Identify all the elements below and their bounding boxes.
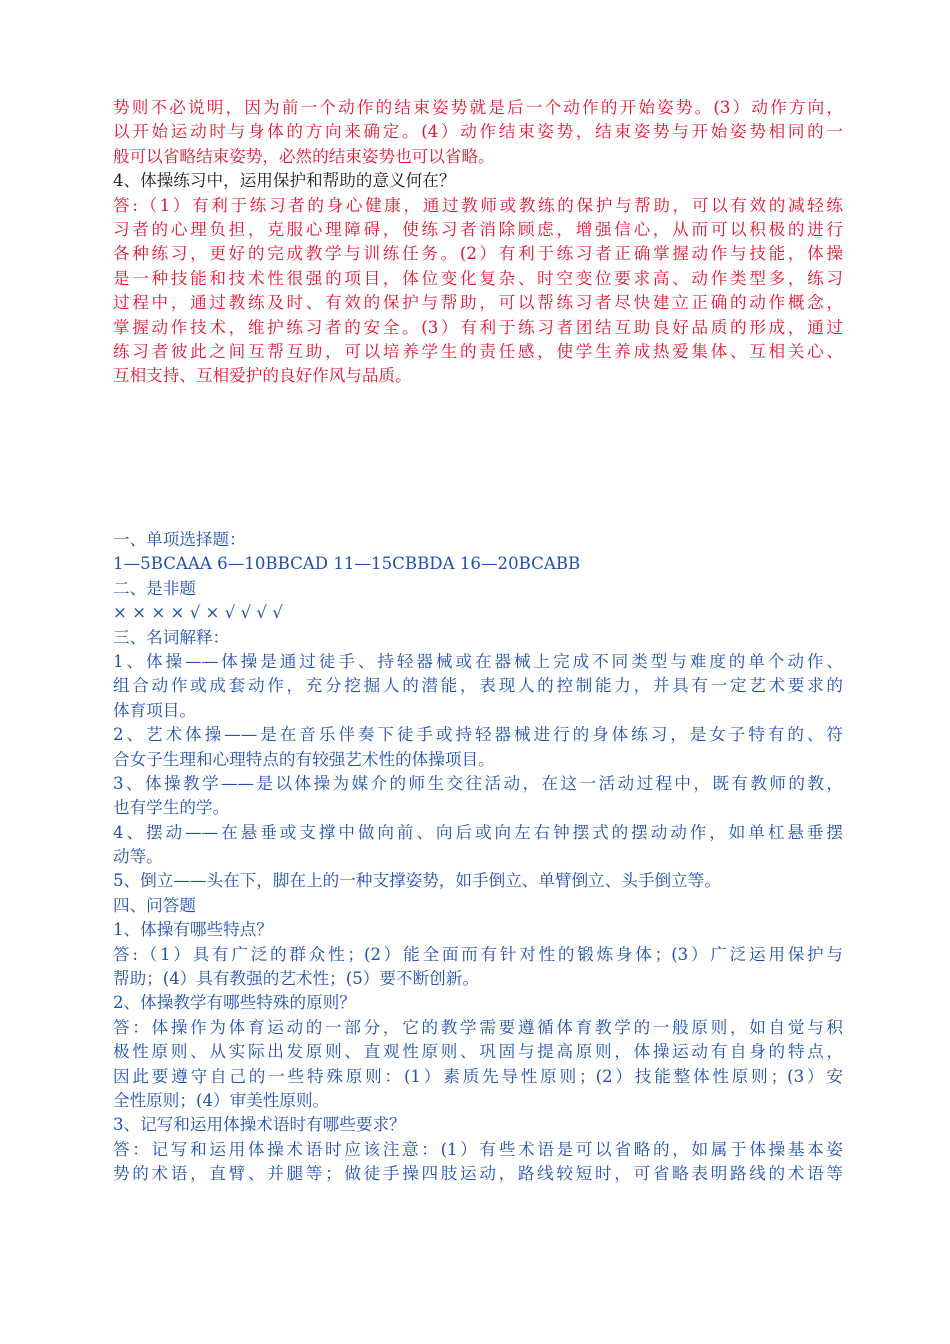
text-line: 也有学生的学。 [113, 798, 230, 818]
text-line: 合女子生理和心理特点的有较强艺术性的体操项目。 [113, 749, 495, 769]
text-line: 答:（1）具有广泛的群众性；(2）能全面而有针对性的锻炼身体；(3）广泛运用保护与 [113, 944, 843, 964]
text-line: 练习者彼此之间互帮互助，可以培养学生的责任感，使学生养成热爱集体、互相关心、 [113, 341, 843, 361]
text-line: 过程中，通过教练及时、有效的保护与帮助，可以帮练习者尽快建立正确的动作概念， [113, 293, 843, 313]
text-line: 极性原则、从实际出发原则、直观性原则、巩固与提高原则，体操运动有自身的特点， [113, 1042, 843, 1062]
answer-section [113, 528, 843, 1187]
text-line: 习者的心理负担，克服心理障碍，使练习者消除顾虑，增强信心，从而可以积极的进行 [113, 219, 843, 239]
text-line: 是一种技能和技术性很强的项目，体位变化复杂、时空变位要求高、动作类型多，练习 [113, 268, 843, 288]
text-line: 般可以省略结束姿势，必然的结束姿势也可以省略。 [113, 146, 495, 166]
question-heading: 2、体操教学有哪些特殊的原则？ [113, 993, 356, 1013]
question-heading: 3、记写和运用体操术语时有哪些要求？ [113, 1115, 406, 1135]
text-line: 答：体操作为体育运动的一部分，它的教学需要遵循体育教学的一般原则，如自觉与积 [113, 1017, 843, 1037]
section-heading: 四、问答题 [113, 895, 196, 915]
text-line: 全性原则；(4）审美性原则。 [113, 1090, 330, 1110]
text-line: 4、摆动——在悬垂或支撑中做向前、向后或向左右钟摆式的摆动动作，如单杠悬垂摆 [113, 822, 843, 842]
true-false-marks: × × × × √ × √ √ √ √ [113, 603, 283, 623]
text-line: 组合动作或成套动作，充分挖掘人的潜能，表现人的控制能力，并具有一定艺术要求的 [113, 676, 843, 696]
text-line: 体育项目。 [113, 700, 196, 720]
section-heading: 一、单项选择题： [113, 530, 246, 549]
text-line: 答:（1）有利于练习者的身心健康，通过教师或教练的保护与帮助，可以有效的减轻练 [113, 195, 843, 215]
answer-key-line: 1—5BCAAA 6—10BBCAD 11—15CBBDA 16—20BCABB [113, 554, 581, 574]
text-line: 掌握动作技术，维护练习者的安全。(3）有利于练习者团结互助良好品质的形成，通过 [113, 317, 843, 337]
text-line: 1、体操——体操是通过徒手、持轻器械或在器械上完成不同类型与难度的单个动作、 [113, 651, 843, 671]
top-section [113, 96, 843, 389]
text-line: 各种练习，更好的完成教学与训练任务。(2）有利于练习者正确掌握动作与技能，体操 [113, 244, 843, 264]
section-heading: 三、名词解释： [113, 627, 230, 647]
question-heading: 1、体操有哪些特点？ [113, 920, 273, 940]
question-heading: 4、体操练习中，运用保护和帮助的意义何在？ [113, 171, 456, 191]
text-line: 动等。 [113, 847, 163, 867]
text-line: 5、倒立——头在下，脚在上的一种支撑姿势，如手倒立、单臂倒立、头手倒立等。 [113, 871, 721, 891]
text-line: 因此要遵守自己的一些特殊原则：(1）素质先导性原则；(2）技能整体性原则；(3）安 [113, 1066, 843, 1086]
text-line: 势则不必说明，因为前一个动作的结束姿势就是后一个动作的开始姿势。(3）动作方向， [113, 98, 843, 117]
text-line: 以开始运动时与身体的方向来确定。(4）动作结束姿势，结束姿势与开始姿势相同的一 [113, 122, 843, 142]
text-line: 帮助；(4）具有教强的艺术性；(5）要不断创新。 [113, 969, 479, 989]
text-line: 3、体操教学——是以体操为媒介的师生交往活动，在这一活动过程中，既有教师的教， [113, 773, 843, 793]
text-line: 答：记写和运用体操术语时应该注意：(1）有些术语是可以省略的，如属于体操基本姿 [113, 1139, 843, 1159]
section-heading: 二、是非题 [113, 578, 196, 598]
text-line: 互相支持、互相爱护的良好作风与品质。 [113, 366, 412, 386]
text-line: 2、艺术体操——是在音乐伴奏下徒手或持轻器械进行的身体练习，是女子特有的、符 [113, 725, 843, 745]
text-line: 势的术语，直臂、并腿等；做徒手操四肢运动，路线较短时，可省略表明路线的术语等 [113, 1164, 843, 1184]
